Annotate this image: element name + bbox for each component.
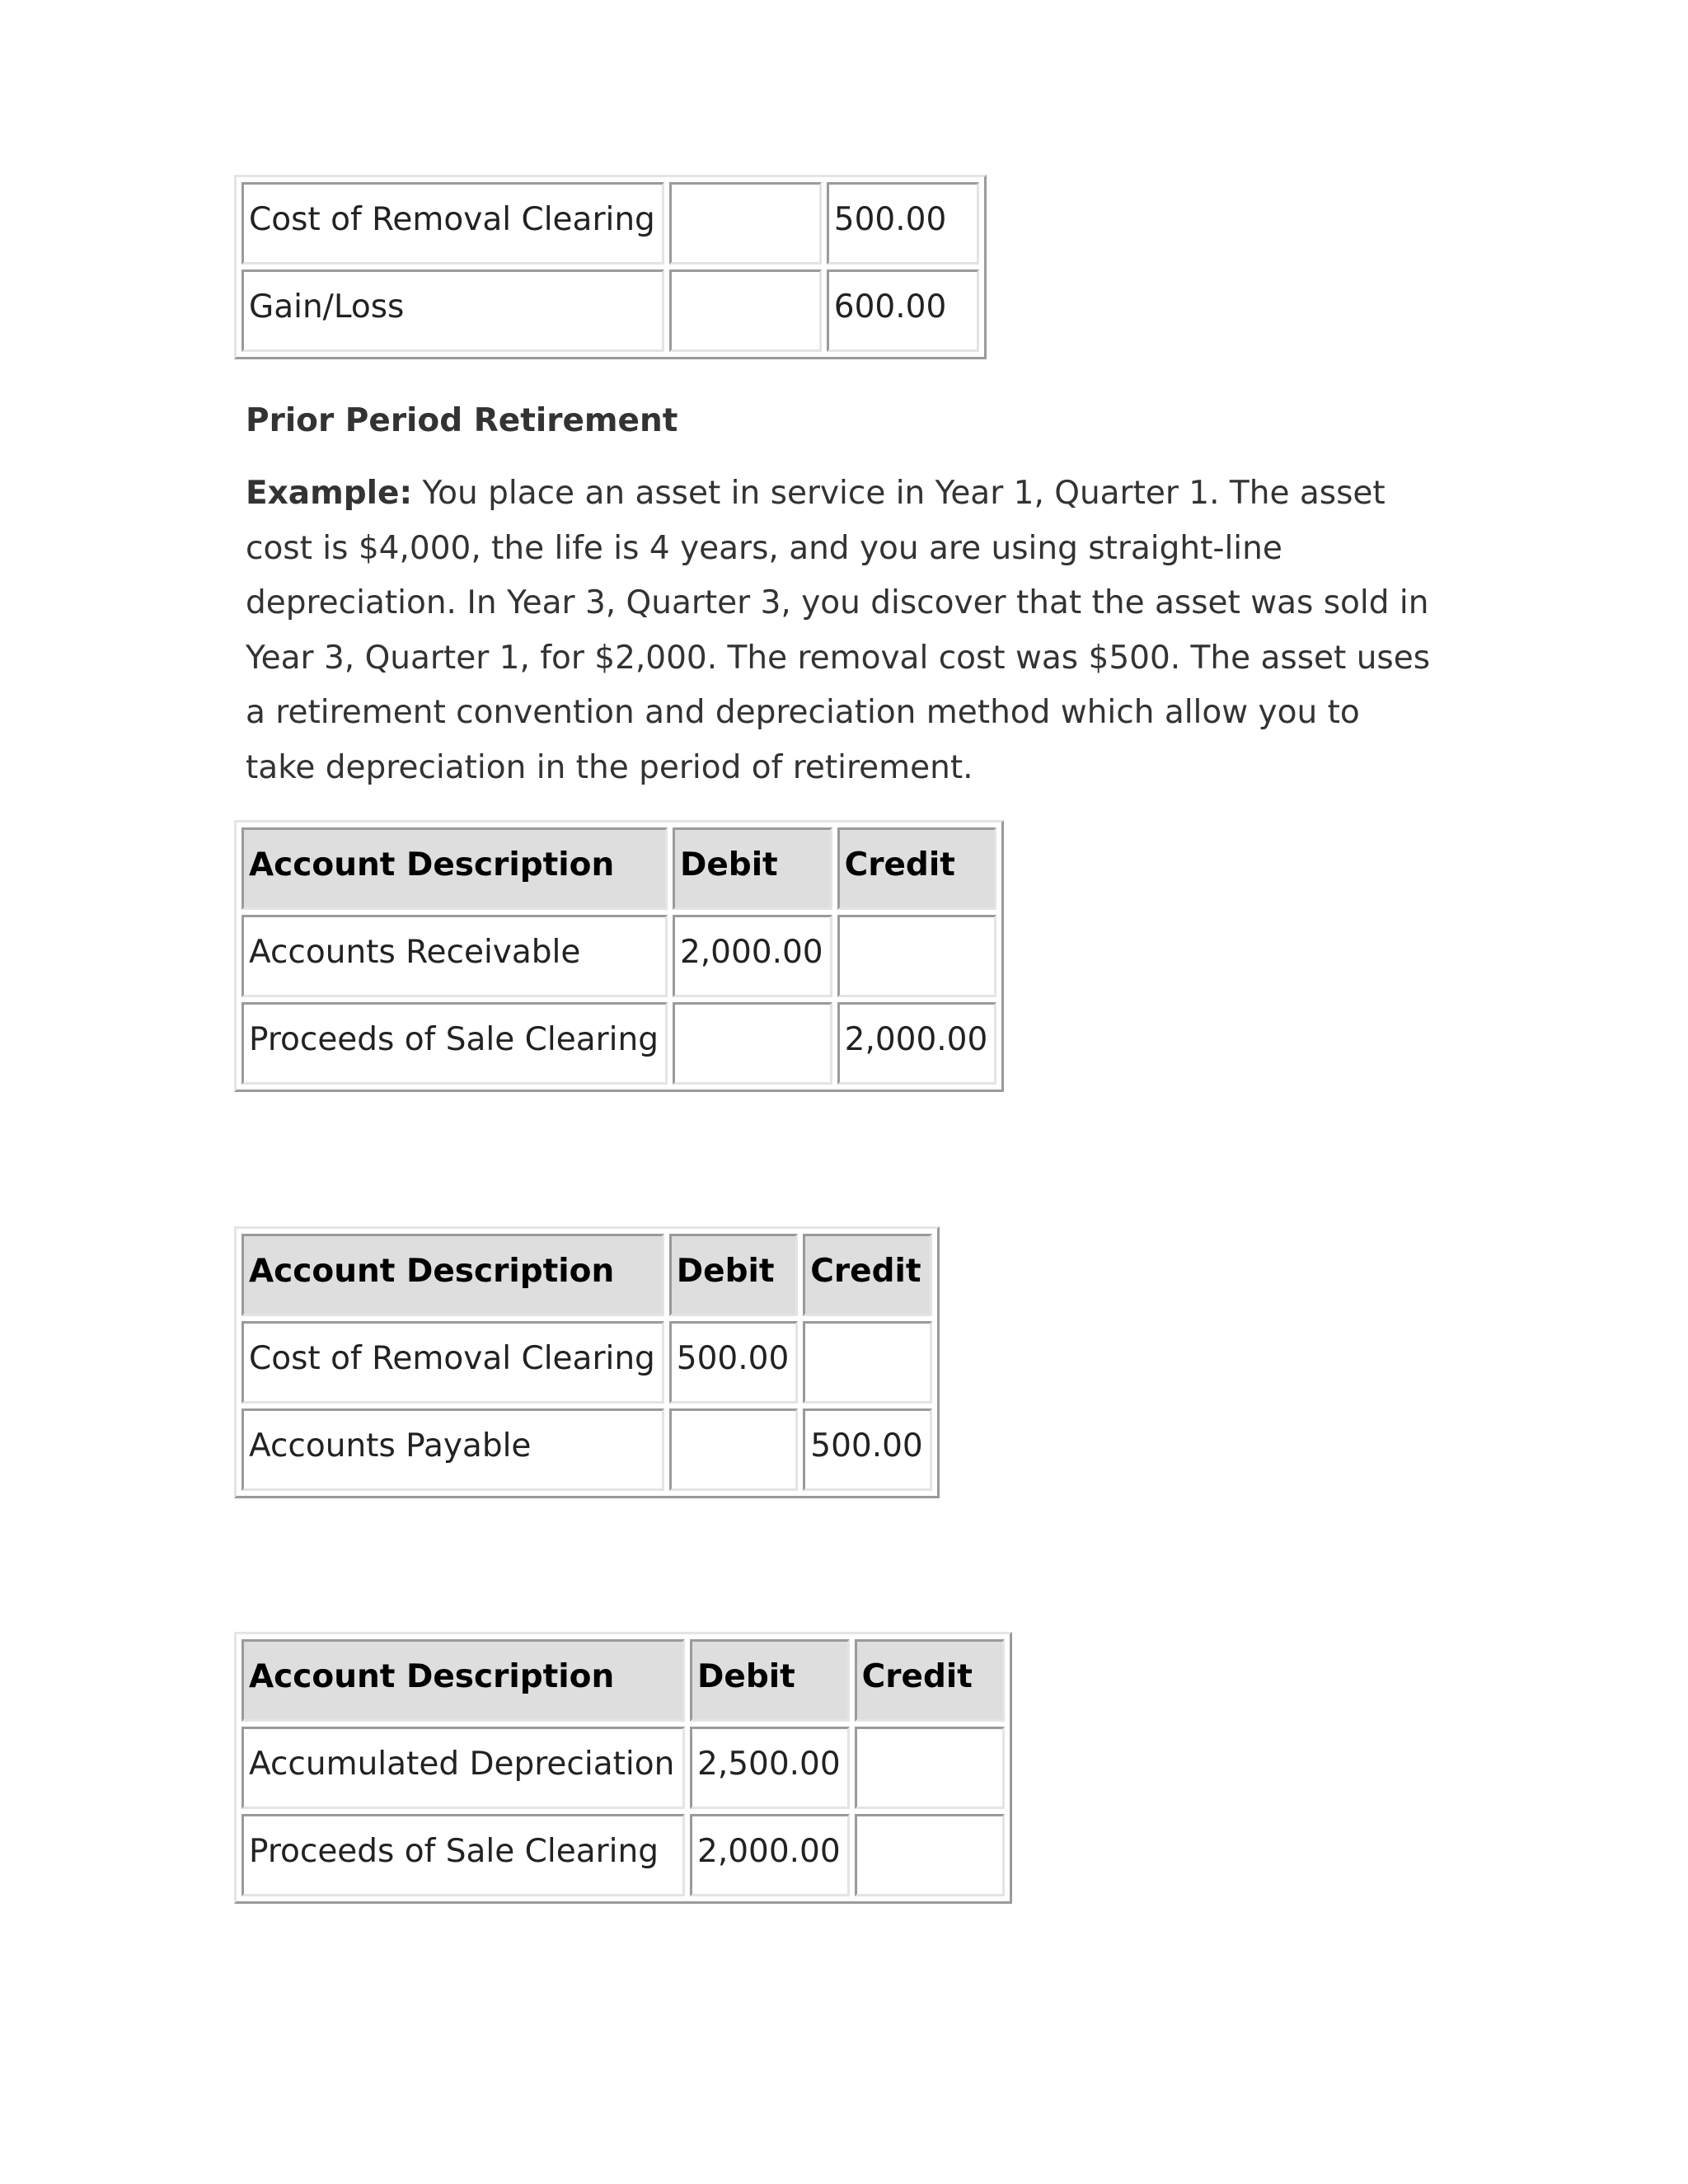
journal-entry-table-1 <box>234 820 1004 1092</box>
column-header-debit: Debit <box>669 1234 798 1316</box>
debit-cell: 2,000.00 <box>673 915 832 997</box>
example-label: Example: <box>246 475 413 512</box>
debit-cell <box>669 1408 798 1491</box>
account-cell: Proceeds of Sale Clearing <box>241 1814 685 1896</box>
table-row <box>241 182 979 265</box>
credit-cell <box>855 1814 1005 1896</box>
credit-cell: 600.00 <box>827 269 979 352</box>
table-row <box>241 1727 1005 1809</box>
section-heading: Prior Period Retirement <box>246 402 678 439</box>
column-header-credit: Credit <box>803 1234 931 1316</box>
debit-cell: 500.00 <box>669 1321 798 1404</box>
example-text: You place an asset in service in Year 1, Quarter 1. The asset cost is $4,000, the life is 4 years, and you are using straight-line depreciation. In Year 3, Quarter 3, you discover that the asset was sold in Year 3, Quarter 1, for $2,000. The removal cost was $500. The asset uses a retirement convention and depreciation method which allow you to take depreciation in the period of retirement. <box>246 475 1431 786</box>
table-row <box>241 1814 1005 1896</box>
credit-cell: 500.00 <box>827 182 979 265</box>
column-header-credit: Credit <box>837 827 997 910</box>
example-paragraph <box>246 466 1432 795</box>
table-row <box>241 1321 932 1404</box>
table-row <box>241 269 979 352</box>
credit-cell: 500.00 <box>803 1408 931 1491</box>
journal-entry-table-3 <box>234 1632 1012 1904</box>
table-row <box>241 915 996 997</box>
column-header-credit: Credit <box>855 1639 1005 1722</box>
column-header-debit: Debit <box>690 1639 850 1722</box>
credit-cell <box>837 915 997 997</box>
account-cell: Proceeds of Sale Clearing <box>241 1002 668 1085</box>
journal-entry-table-2 <box>234 1226 940 1498</box>
debit-cell <box>673 1002 832 1085</box>
debit-cell: 2,000.00 <box>690 1814 850 1896</box>
table-row <box>241 1408 932 1491</box>
account-cell: Accumulated Depreciation <box>241 1727 685 1809</box>
account-cell: Accounts Payable <box>241 1408 664 1491</box>
account-cell: Cost of Removal Clearing <box>241 182 664 265</box>
credit-cell: 2,000.00 <box>837 1002 997 1085</box>
table-row <box>241 1002 996 1085</box>
column-header-account: Account Description <box>241 1639 685 1722</box>
debit-cell <box>669 182 822 265</box>
column-header-account: Account Description <box>241 827 668 910</box>
account-cell: Cost of Removal Clearing <box>241 1321 664 1404</box>
credit-cell <box>855 1727 1005 1809</box>
header-row <box>241 1234 932 1316</box>
journal-table-continued <box>234 175 987 359</box>
debit-cell <box>669 269 822 352</box>
debit-cell: 2,500.00 <box>690 1727 850 1809</box>
account-cell: Accounts Receivable <box>241 915 668 997</box>
account-cell: Gain/Loss <box>241 269 664 352</box>
credit-cell <box>803 1321 931 1404</box>
column-header-account: Account Description <box>241 1234 664 1316</box>
header-row <box>241 1639 1005 1722</box>
header-row <box>241 827 996 910</box>
column-header-debit: Debit <box>673 827 832 910</box>
